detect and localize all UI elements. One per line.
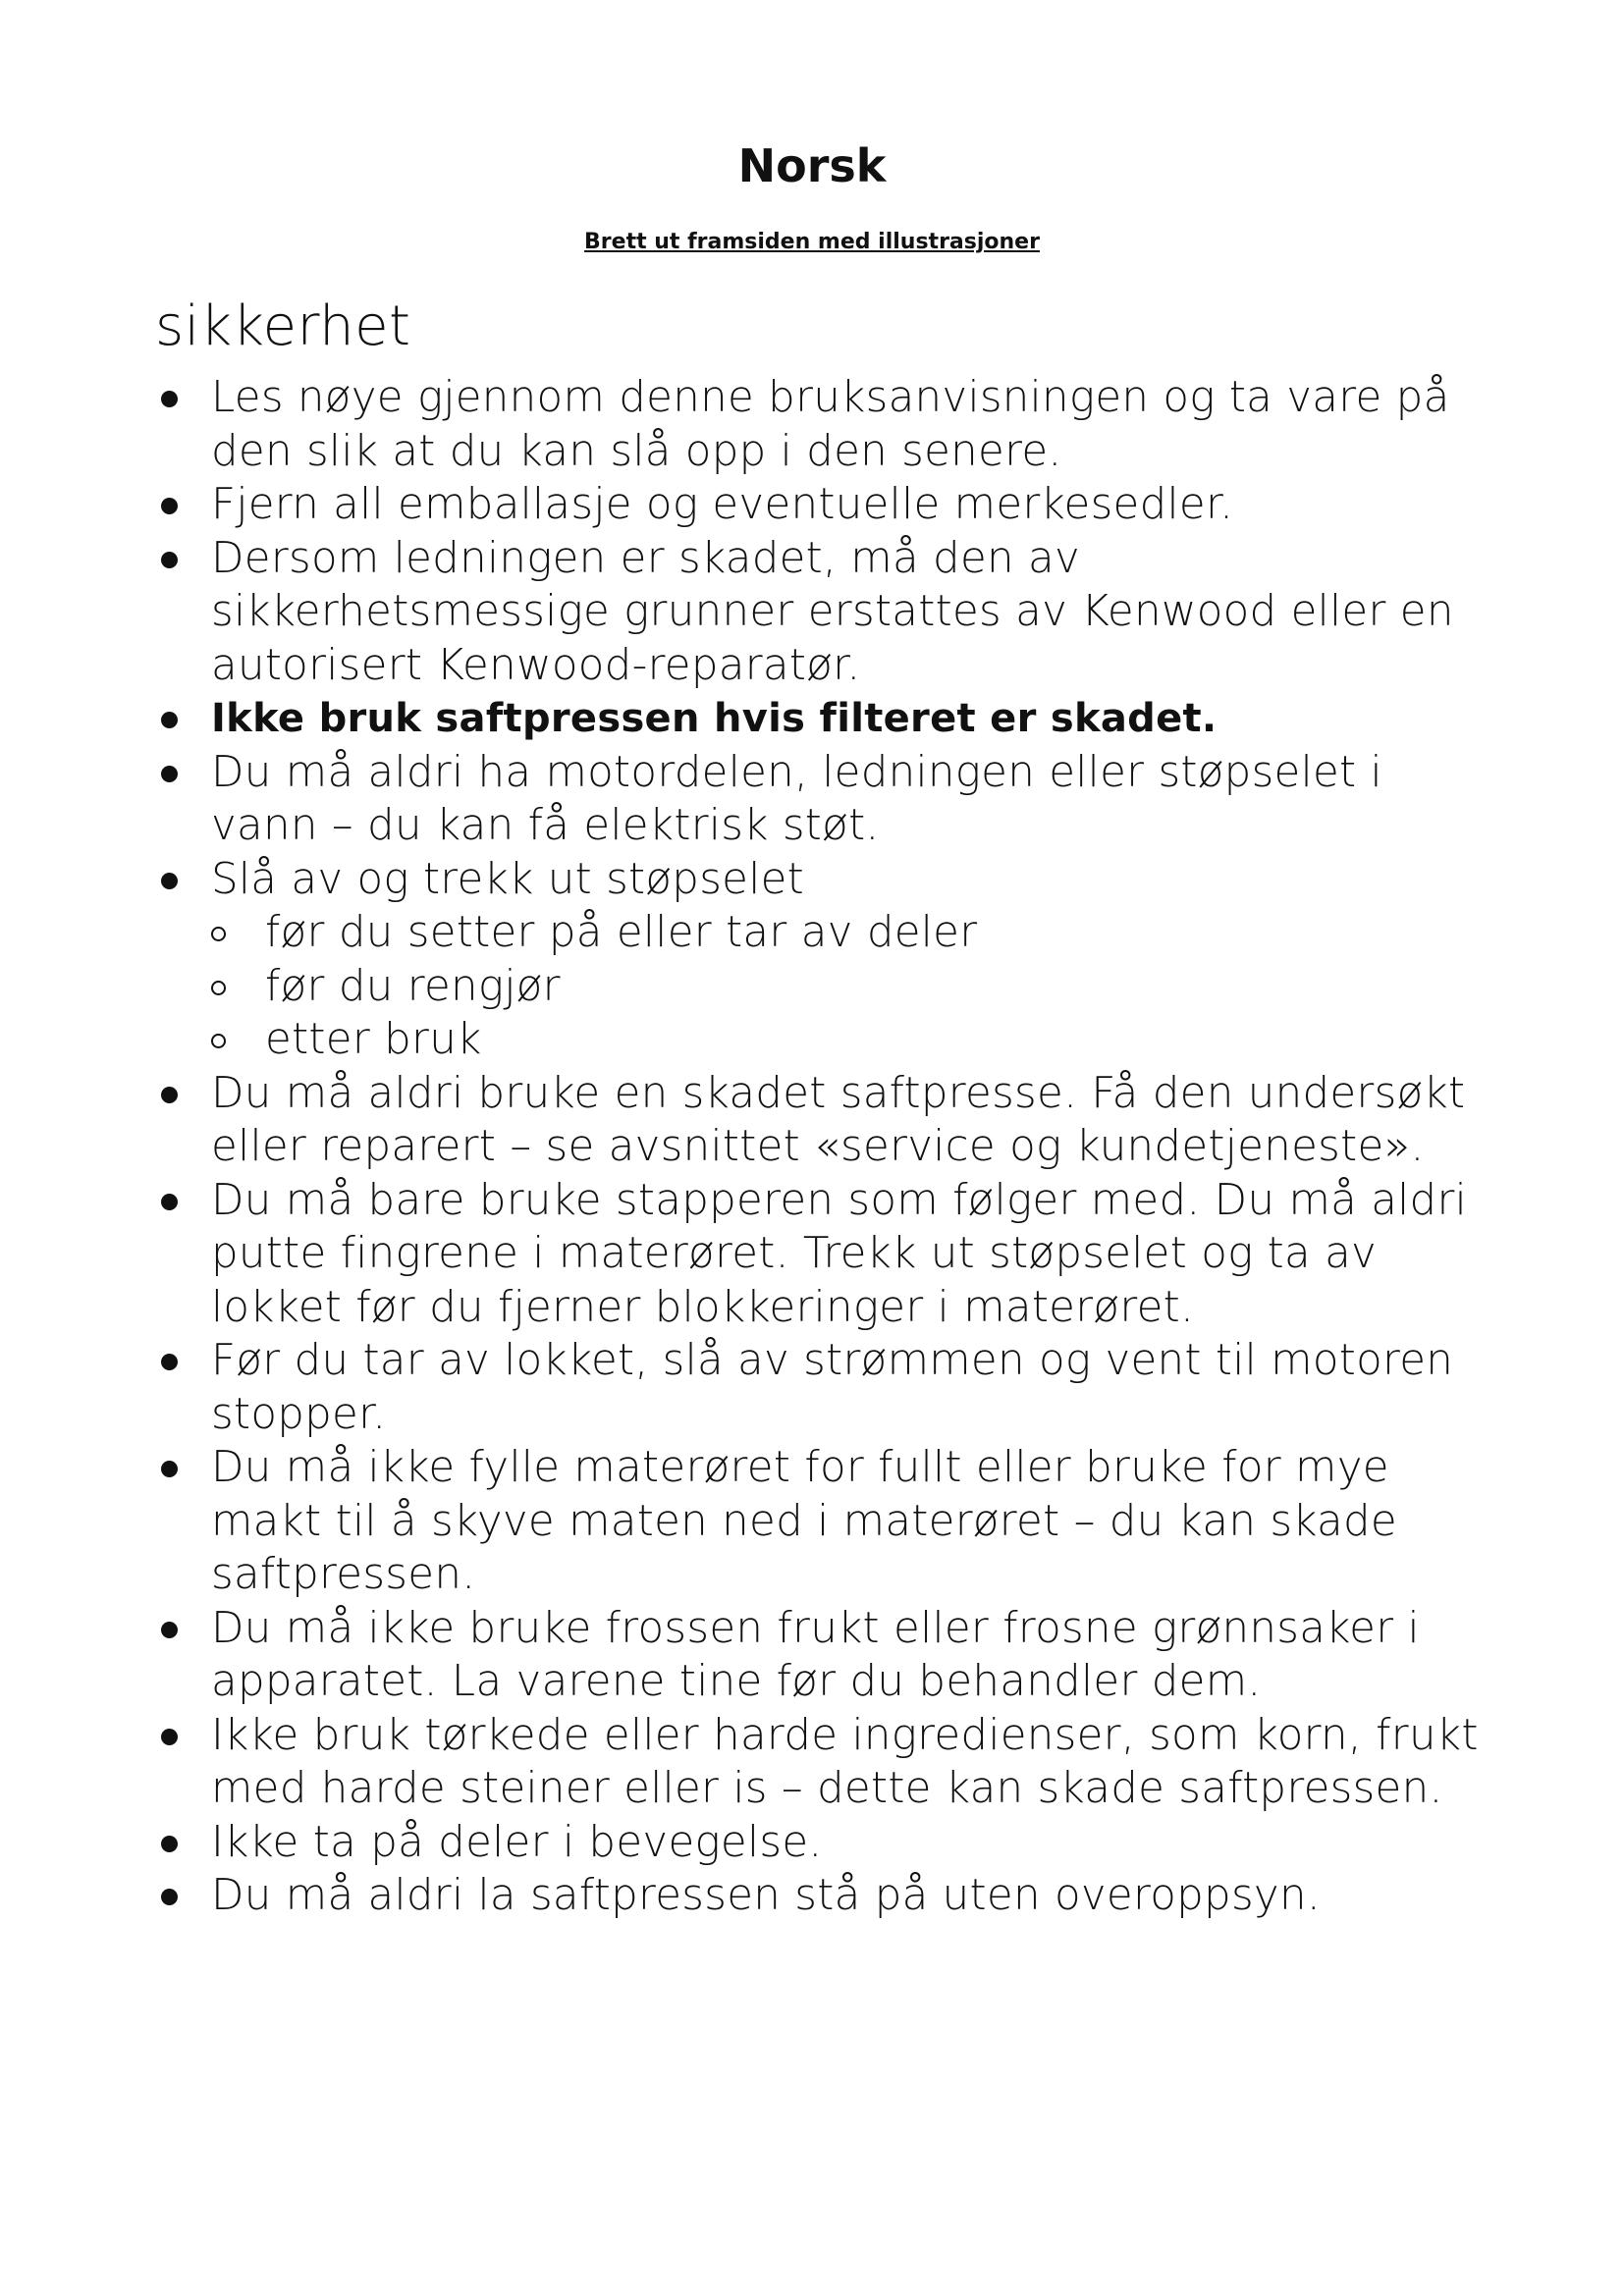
list-item-bold — [155, 692, 1490, 746]
bullet-icon — [161, 873, 178, 889]
bullet-icon — [161, 1622, 178, 1638]
bullet-icon — [161, 1194, 178, 1210]
list-item — [155, 1869, 1490, 1923]
list-item — [155, 746, 1490, 853]
list-item-text: Du må aldri bruke en skadet saftpresse. Få den undersøkt eller reparert – se avsnittet «service og kundetjeneste». — [211, 1068, 1466, 1171]
list-item-text: Fjern all emballasje og eventuelle merkesedler. — [211, 480, 1234, 529]
bullet-icon — [161, 1889, 178, 1905]
safety-list — [155, 371, 1490, 1923]
list-item — [155, 1067, 1490, 1174]
bullet-icon — [161, 1729, 178, 1745]
sublist-item-text: før du setter på eller tar av deler — [265, 908, 978, 957]
list-item — [155, 532, 1490, 693]
list-item — [155, 371, 1490, 478]
list-item — [155, 1174, 1490, 1335]
bullet-icon — [161, 712, 178, 728]
list-item-text: Du må aldri ha motordelen, ledningen eller støpselet i vann – du kan få elektrisk støt. — [211, 747, 1382, 850]
list-item-text: Ikke bruk tørkede eller harde ingredienser, som korn, frukt med harde steiner eller is – dette kan skade saftpressen. — [211, 1710, 1479, 1813]
list-item — [155, 1816, 1490, 1870]
sublist-item — [211, 906, 1490, 960]
bullet-icon — [161, 1461, 178, 1477]
list-item-text: Du må ikke fylle materøret for fullt eller bruke for mye makt til å skyve maten ned i materøret – du kan skade saftpressen. — [211, 1443, 1397, 1599]
bullet-icon — [161, 1354, 178, 1370]
list-item-text: Les nøye gjennom denne bruksanvisningen og ta vare på den slik at du kan slå opp i den senere. — [211, 373, 1450, 476]
bullet-icon — [161, 391, 178, 407]
hollow-bullet-icon — [211, 927, 226, 941]
sublist-item-text: etter bruk — [265, 1015, 482, 1064]
list-item — [155, 853, 1490, 1067]
list-item — [155, 1709, 1490, 1816]
hollow-bullet-icon — [211, 1034, 226, 1048]
list-item-text: Dersom ledningen er skadet, må den av sikkerhetsmessige grunner erstattes av Kenwood eller en autorisert Kenwood-reparatør. — [211, 533, 1454, 690]
unplug-sublist — [211, 906, 1490, 1067]
sublist-item — [211, 960, 1490, 1014]
list-item-text: Før du tar av lokket, slå av strømmen og vent til motoren stopper. — [211, 1336, 1454, 1439]
sublist-item — [211, 1013, 1490, 1067]
list-item-text: Du må aldri la saftpressen stå på uten overoppsyn. — [211, 1871, 1321, 1920]
bullet-icon — [161, 552, 178, 568]
list-item — [155, 1441, 1490, 1602]
bullet-icon — [161, 766, 178, 782]
list-item — [155, 478, 1490, 532]
list-item-text: Ikke bruk saftpressen hvis filteret er skadet. — [211, 696, 1218, 741]
bullet-icon — [161, 1836, 178, 1852]
hollow-bullet-icon — [211, 981, 226, 995]
list-item-text: Du må bare bruke stapperen som følger med. Du må aldri putte fingrene i materøret. Trekk ut støpselet og ta av lokket før du fjerner blokkeringer i materøret. — [211, 1175, 1468, 1332]
list-item-text: Du må ikke bruke frossen frukt eller frosne grønnsaker i apparatet. La varene tine før du behandler dem. — [211, 1603, 1420, 1706]
list-item — [155, 1334, 1490, 1441]
list-item-text: Ikke ta på deler i bevegelse. — [211, 1817, 823, 1867]
list-item-text: Slå av og trekk ut støpselet — [211, 854, 805, 904]
page-subtitle: Brett ut framsiden med illustrasjoner — [584, 230, 1040, 254]
list-item — [155, 1602, 1490, 1709]
sublist-item-text: før du rengjør — [265, 961, 561, 1011]
section-heading: sikkerhet — [155, 294, 411, 358]
bullet-icon — [161, 1087, 178, 1103]
bullet-icon — [161, 498, 178, 514]
page-title: Norsk — [737, 139, 887, 192]
